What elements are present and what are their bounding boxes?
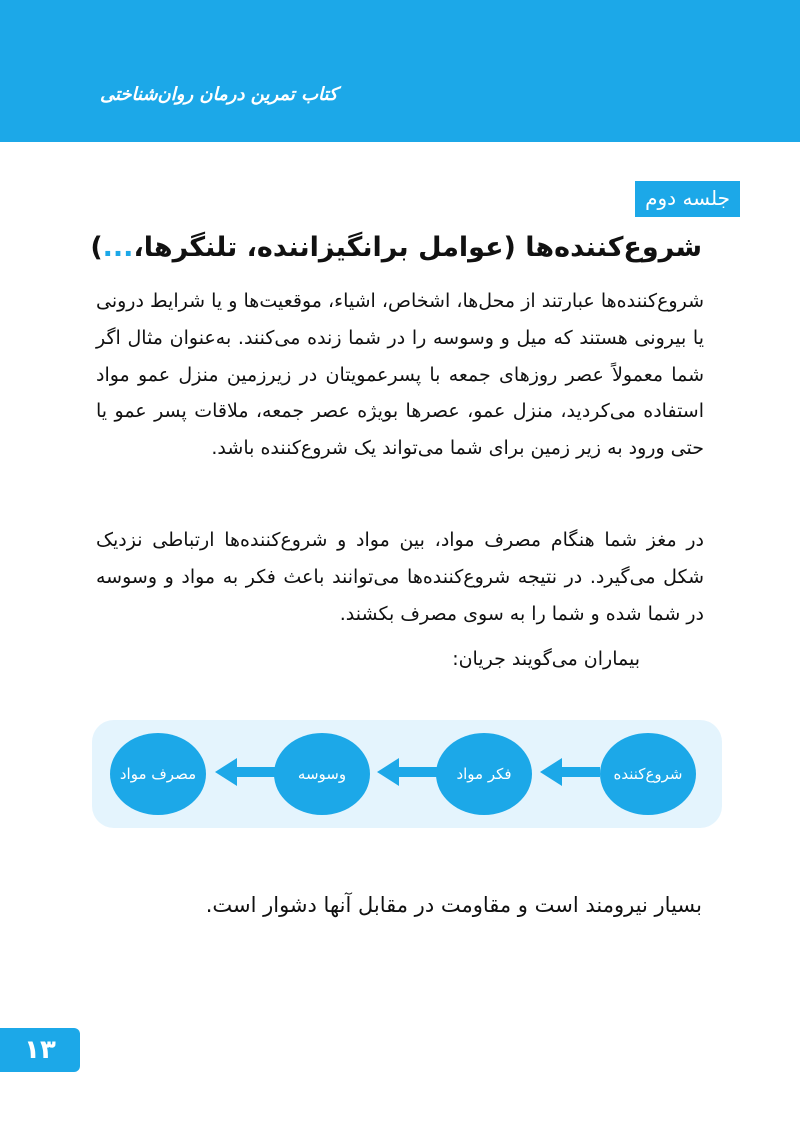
title-ellipsis: ...	[102, 232, 134, 263]
book-title: کتاب تمرین درمان روان‌شناختی	[100, 84, 338, 105]
title-close-paren: )	[90, 232, 103, 263]
paragraph-brain: در مغز شما هنگام مصرف مواد، بین مواد و شروع‌کننده‌ها ارتباطی نزدیک شکل می‌گیرد. در نتیجه شروع‌کننده‌ها می‌توانند باعث فکر به مواد و وسوسه در شما شده و شما را به سوی مصرف بکشند.	[96, 529, 704, 625]
header-bar	[0, 0, 800, 142]
flow-step-trigger: شروع‌کننده	[600, 733, 696, 815]
arrow-left-icon	[215, 757, 275, 787]
flow-caption: بیماران می‌گویند جریان:	[452, 648, 640, 670]
section-title	[82, 226, 702, 270]
paragraph-definition: شروع‌کننده‌ها عبارتند از محل‌ها، اشخاص، اشیاء، موقعیت‌ها و یا شرایط درونی یا بیرونی هستند که میل و وسوسه را در شما زنده می‌کنند. به‌عنوان مثال اگر شما معمولاً عصر روزهای جمعه با پسرعمویتان در زیرزمین منزل عمو مواد استفاده می‌کردید، منزل عمو، عصرها بویژه عصر جمعه، ملاقات پسر عمو یا حتی ورود به زیر زمین برای شما می‌تواند یک شروع‌کننده باشد.	[96, 290, 704, 460]
arrow-left-icon	[540, 757, 600, 787]
flow-step-craving: وسوسه	[274, 733, 370, 815]
flow-step-thought: فکر مواد	[436, 733, 532, 815]
flow-step-use: مصرف مواد	[110, 733, 206, 815]
page-number: ۱۳	[0, 1028, 80, 1072]
closing-sentence: بسیار نیرومند است و مقاومت در مقابل آنها دشوار است.	[205, 893, 702, 917]
title-text: شروع‌کننده‌ها (عوامل برانگیزاننده، تلنگرها،	[133, 232, 702, 263]
session-badge: جلسه دوم	[635, 181, 740, 217]
arrow-left-icon	[377, 757, 437, 787]
